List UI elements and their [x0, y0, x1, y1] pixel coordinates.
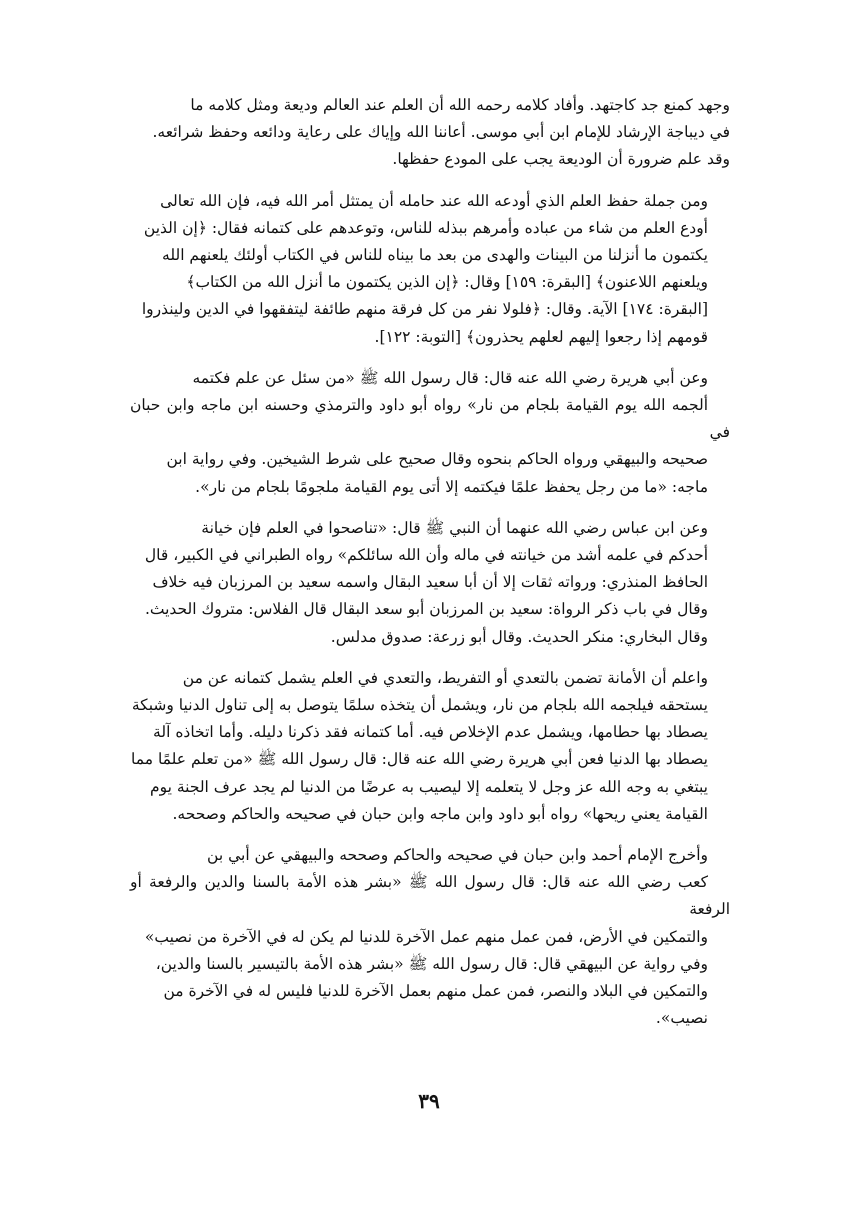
text-line: أودع العلم من شاء من عباده وأمرهم ببذله للناس، وتوعدهم على كتمانه فقال: ﴿إن الذين: [143, 218, 708, 237]
paragraph-2: [130, 188, 730, 351]
paragraph-4: [130, 515, 730, 651]
text-line: وعن ابن عباس رضي الله عنهما أن النبي ﷺ قال: «تناصحوا في العلم فإن خيانة: [201, 518, 708, 537]
text-line: وقد علم ضرورة أن الوديعة يجب على المودع حفظها.: [392, 150, 730, 169]
text-line: يصطاد بها الدنيا فعن أبي هريرة رضي الله عنه قال: قال رسول الله ﷺ «من تعلم علمًا مما: [131, 750, 708, 769]
text-line: ماجه: «ما من رجل يحفظ علمًا فيكتمه إلا أتى يوم القيامة ملجومًا بلجام من نار».: [195, 477, 708, 496]
text-line: يصطاد بها حطامها، ويشمل عدم الإخلاص فيه. أما كتمانه فقد ذكرنا دليله. وأما اتخاذه آلة: [153, 723, 708, 742]
text-line: وفي رواية عن البيهقي قال: قال رسول الله ﷺ «بشر هذه الأمة بالتيسير بالسنا والدين،: [155, 954, 708, 973]
text-line: والتمكين في الأرض، فمن عمل منهم عمل الآخرة للدنيا لم يكن له في الآخرة من نصيب»: [144, 927, 708, 946]
text-line: وقال البخاري: منكر الحديث. وقال أبو زرعة: صدوق مدلس.: [330, 627, 708, 646]
text-line: قومهم إذا رجعوا إليهم لعلهم يحذرون﴾ [التوبة: ١٢٢].: [374, 327, 708, 346]
text-line: أحدكم في علمه أشد من خيانته في ماله وأن الله سائلكم» رواه الطبراني في الكبير، قال: [144, 546, 708, 565]
page-number: ٣٩: [418, 1089, 440, 1113]
text-line: كعب رضي الله عنه قال: قال رسول الله ﷺ «بشر هذه الأمة بالسنا والدين والرفعة أو الرفعة: [130, 873, 730, 919]
text-line: يستحقه فيلجمه الله بلجام من نار، ويشمل أن يتخذه سلمًا يتوصل به إلى تناول الدنيا وشبكة: [131, 696, 708, 715]
text-line: يبتغي به وجه الله عز وجل لا يتعلمه إلا ليصيب به عرضًا من الدنيا لم يجد عرف الجنة يوم: [149, 777, 708, 796]
text-line: وأخرج الإمام أحمد وابن حبان في صحيحه والحاكم وصححه والبيهقي عن أبي بن: [207, 846, 708, 865]
text-line: القيامة يعني ريحها» رواه أبو داود وابن ماجه وابن حبان في صحيحه والحاكم وصححه.: [172, 804, 708, 823]
paragraph-5: [130, 665, 730, 828]
text-line: وقال في باب ذكر الرواة: سعيد بن المرزبان أبو سعد البقال قال الفلاس: متروك الحديث.: [144, 600, 708, 619]
text-line: [البقرة: ١٧٤] الآية. وقال: ﴿فلولا نفر من كل فرقة منهم طائفة ليتفقهوا في الدين ولينذروا: [141, 300, 708, 319]
text-line: ومن جملة حفظ العلم الذي أودعه الله عند حامله أن يمتثل أمر الله فيه، فإن الله تعالى: [160, 191, 708, 210]
text-line: صحيحه والبيهقي ورواه الحاكم بنحوه وقال صحيح على شرط الشيخين. وفي رواية ابن: [166, 450, 708, 469]
text-line: والتمكين في البلاد والنصر، فمن عمل منهم بعمل الآخرة للدنيا فليس له في الآخرة من: [163, 982, 708, 1001]
text-line: نصيب».: [655, 1009, 708, 1028]
text-line: في ديباجة الإرشاد للإمام ابن أبي موسى. أعاننا الله وإياك على رعاية ودائعه وحفظ شرائعه.: [152, 123, 730, 142]
text-line: وجهد كمنع جد كاجتهد. وأفاد كلامه رحمه الله أن العلم عند العالم وديعة ومثل كلامه ما: [190, 96, 730, 114]
paragraph-3: [130, 365, 730, 501]
text-line: يكتمون ما أنزلنا من البينات والهدى من بعد ما بيناه للناس في الكتاب أولئك يلعنهم الله: [162, 246, 708, 265]
text-line: واعلم أن الأمانة تضمن بالتعدي أو التفريط، والتعدي في العلم يشمل كتمانه عن من: [182, 668, 708, 687]
text-line: ألجمه الله يوم القيامة بلجام من نار» رواه أبو داود والترمذي وحسنه ابن ماجه وابن حبان في: [130, 396, 730, 442]
paragraph-6: [130, 842, 730, 1032]
text-line: وعن أبي هريرة رضي الله عنه قال: قال رسول الله ﷺ «من سئل عن علم فكتمه: [192, 368, 708, 387]
text-line: الحافظ المنذري: ورواته ثقات إلا أن أبا سعيد البقال واسمه سعيد بن المرزبان فيه خلاف: [152, 573, 708, 592]
text-line: ويلعنهم اللاعنون﴾ [البقرة: ١٥٩] وقال: ﴿إن الذين يكتمون ما أنزل الله من الكتاب﴾: [186, 273, 708, 292]
paragraph-1: [130, 92, 730, 174]
